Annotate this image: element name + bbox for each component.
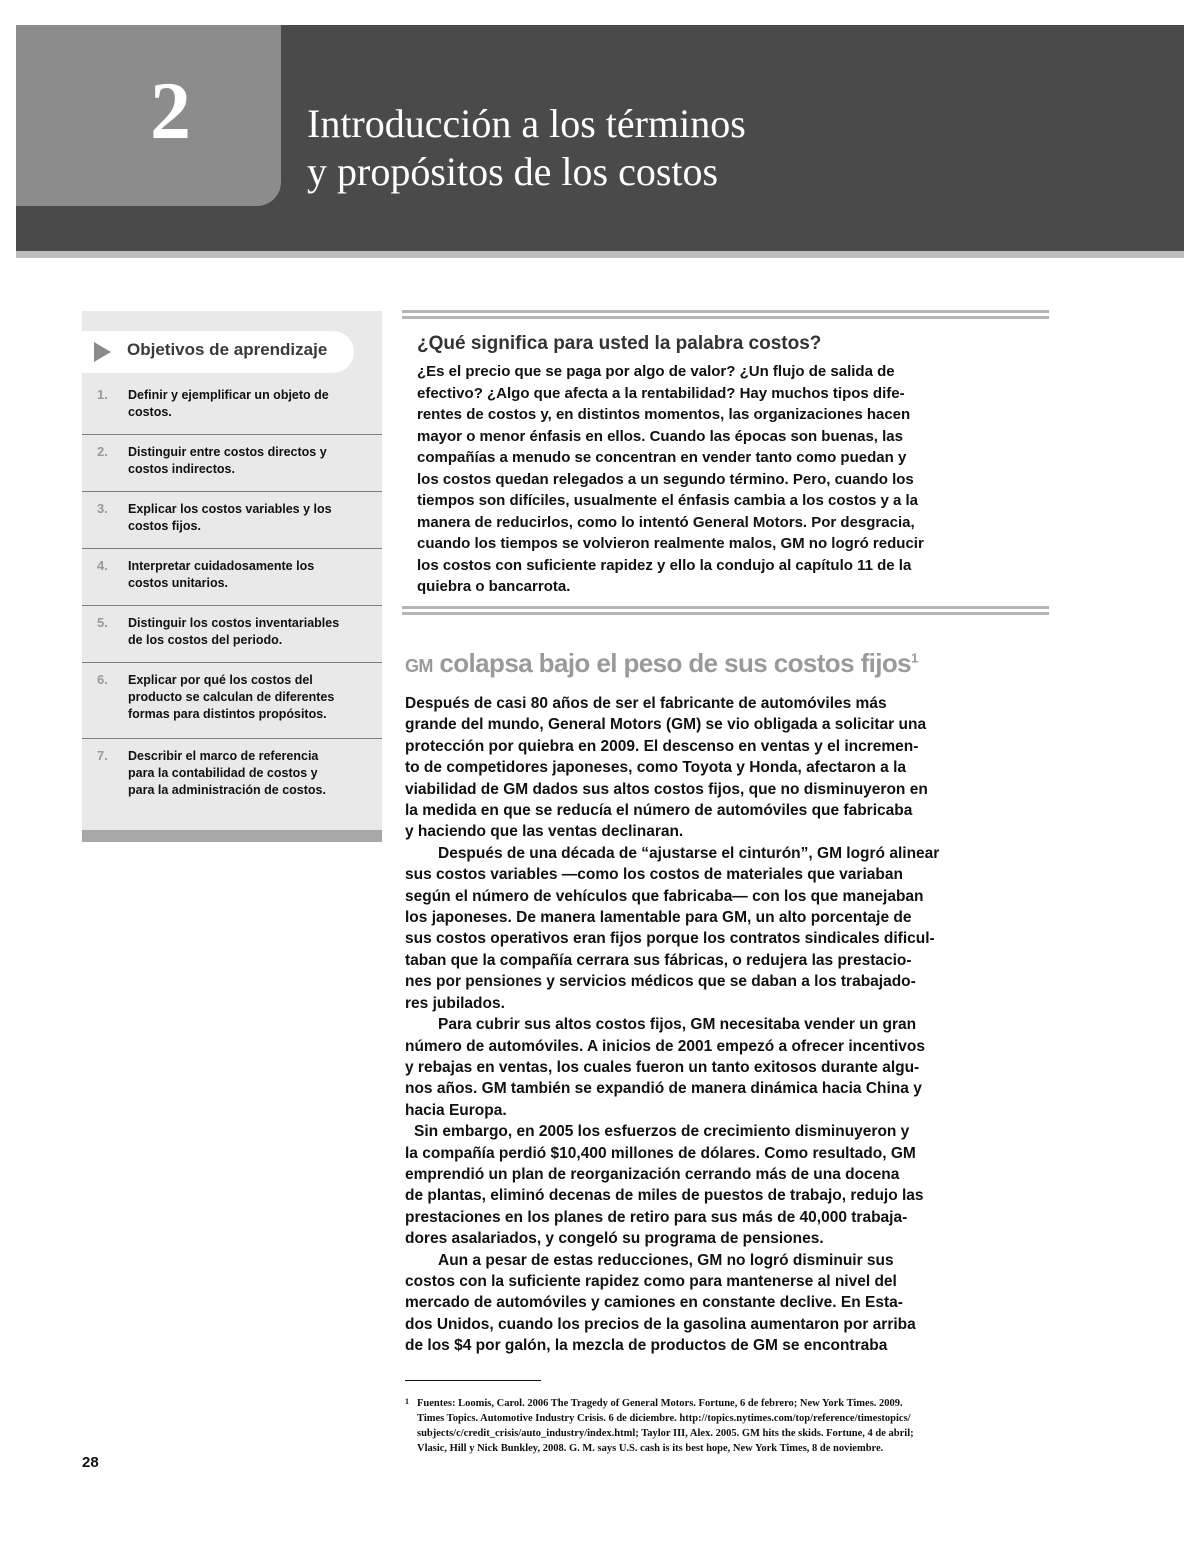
objective-item xyxy=(82,435,382,492)
intro-bottom-rule xyxy=(402,606,1049,615)
intro-line: los costos quedan relegados a un segundo término. Pero, cuando los xyxy=(417,470,914,488)
body-line: los japoneses. De manera lamentable para GM, un alto porcentaje de xyxy=(405,909,912,927)
chapter-title-line-2: y propósitos de los costos xyxy=(307,149,719,194)
objective-line: costos. xyxy=(128,405,172,419)
chapter-title xyxy=(307,100,746,196)
body-line: la medida en que se reducía el número de automóviles que fabricaba xyxy=(405,802,913,820)
section-heading-prefix: GM xyxy=(405,656,433,676)
body-line: sus costos operativos eran fijos porque los contratos sindicales dificul- xyxy=(405,930,935,948)
footnote-marker: 1 xyxy=(911,650,918,666)
body-line: y rebajas en ventas, los cuales fueron un tanto exitosos durante algu- xyxy=(405,1058,920,1076)
footnote-rule xyxy=(405,1380,541,1381)
objective-number: 1. xyxy=(97,387,108,402)
objective-number: 4. xyxy=(97,558,108,573)
objective-item xyxy=(82,549,382,606)
objective-text xyxy=(128,748,373,815)
intro-question: ¿Qué significa para usted la palabra costos? xyxy=(417,333,822,354)
intro-top-rule xyxy=(402,310,1049,319)
objective-number: 2. xyxy=(97,444,108,459)
objective-line: Explicar por qué los costos del xyxy=(128,673,313,687)
intro-line: compañías a menudo se concentran en vender tanto como puedan y xyxy=(417,449,907,466)
objective-line: para la contabilidad de costos y xyxy=(128,766,318,780)
body-line: de los $4 por galón, la mezcla de productos de GM se encontraba xyxy=(405,1337,888,1355)
footnote-number: 1 xyxy=(405,1397,409,1406)
objective-line: Distinguir entre costos directos y xyxy=(128,445,327,459)
objective-line: de los costos del periodo. xyxy=(128,633,283,647)
objective-line: Explicar los costos variables y los xyxy=(128,502,332,516)
body-line: costos con la suficiente rapidez como para mantenerse al nivel del xyxy=(405,1272,897,1290)
body-line: nos años. GM también se expandió de manera dinámica hacia China y xyxy=(405,1080,922,1098)
objective-item xyxy=(82,739,382,815)
section-heading xyxy=(405,648,918,679)
objective-line: Definir y ejemplificar un objeto de xyxy=(128,388,329,402)
body-line: Sin embargo, en 2005 los esfuerzos de crecimiento disminuyeron y xyxy=(414,1123,910,1141)
body-line: Después de una década de “ajustarse el cinturón”, GM logró alinear xyxy=(438,844,940,862)
footnote-line: Times Topics. Automotive Industry Crisis. 6 de diciembre. http://topics.nytimes.com/top/reference/timestopics/ xyxy=(417,1413,911,1424)
objective-line: Describir el marco de referencia xyxy=(128,749,319,763)
objective-number: 3. xyxy=(97,501,108,516)
footnote-line: Vlasic, Hill y Nick Bunkley, 2008. G. M. says U.S. cash is its best hope, New York Times, 8 de noviembre. xyxy=(417,1443,884,1454)
article-body xyxy=(405,693,1055,1357)
intro-line: cuando los tiempos se volvieron realmente malos, GM no logró reducir xyxy=(417,535,924,552)
intro-line: los costos con suficiente rapidez y ello la condujo al capítulo 11 de la xyxy=(417,556,912,574)
intro-line: ¿Es el precio que se paga por algo de valor? ¿Un flujo de salida de xyxy=(417,363,895,380)
objective-line: Interpretar cuidadosamente los xyxy=(128,559,315,573)
body-line: protección por quiebra en 2009. El descenso en ventas y el incremen- xyxy=(405,737,919,755)
intro-line: manera de reducirlos, como lo intentó General Motors. Por desgracia, xyxy=(417,513,915,531)
footnote xyxy=(405,1396,1055,1456)
play-arrow-icon xyxy=(94,342,111,362)
objective-text xyxy=(128,444,373,491)
body-line: según el número de vehículos que fabricaba— con los que manejaban xyxy=(405,887,924,905)
footnote-line: Fuentes: Loomis, Carol. 2006 The Tragedy of General Motors. Fortune, 6 de febrero; New York Times. 2009. xyxy=(417,1398,903,1409)
body-line: sus costos variables —como los costos de materiales que variaban xyxy=(405,866,903,884)
objective-item xyxy=(82,663,382,739)
learning-objectives-list xyxy=(82,378,382,815)
chapter-title-line-1: Introducción a los términos xyxy=(307,101,746,146)
body-line: y haciendo que las ventas declinaran. xyxy=(405,823,684,841)
body-line: emprendió un plan de reorganización cerrando más de una docena xyxy=(405,1165,900,1183)
body-line: res jubilados. xyxy=(405,994,505,1012)
objective-text xyxy=(128,501,373,548)
body-line: prestaciones en los planes de retiro para sus más de 40,000 trabaja- xyxy=(405,1208,908,1226)
body-line: grande del mundo, General Motors (GM) se vio obligada a solicitar una xyxy=(405,716,927,734)
intro-line: efectivo? ¿Algo que afecta a la rentabilidad? Hay muchos tipos dife- xyxy=(417,384,905,402)
body-line: taban que la compañía cerrara sus fábricas, o redujera las prestacio- xyxy=(405,951,912,969)
objective-line: costos fijos. xyxy=(128,519,201,533)
body-line: de plantas, eliminó decenas de miles de puestos de trabajo, redujo las xyxy=(405,1187,924,1205)
learning-objectives-title: Objetivos de aprendizaje xyxy=(127,340,328,359)
body-line: Después de casi 80 años de ser el fabricante de automóviles más xyxy=(405,695,887,712)
page-number: 28 xyxy=(82,1454,99,1471)
chapter-number: 2 xyxy=(150,65,191,156)
objective-text xyxy=(128,558,373,605)
body-line: viabilidad de GM dados sus altos costos fijos, que no disminuyeron en xyxy=(405,780,928,798)
header-underline xyxy=(16,251,1184,258)
footnote-line: subjects/c/credit_crisis/auto_industry/index.html; Taylor III, Alex. 2005. GM hits the skids. Fortune, 4 de abril; xyxy=(417,1428,914,1439)
body-line: Para cubrir sus altos costos fijos, GM necesitaba vender un gran xyxy=(438,1016,917,1034)
objective-line: producto se calculan de diferentes xyxy=(128,690,335,704)
body-line: número de automóviles. A inicios de 2001 empezó a ofrecer incentivos xyxy=(405,1037,925,1055)
objective-text xyxy=(128,615,373,662)
objective-number: 7. xyxy=(97,748,108,763)
body-line: Aun a pesar de estas reducciones, GM no logró disminuir sus xyxy=(438,1251,894,1269)
objective-line: Distinguir los costos inventariables xyxy=(128,616,340,630)
objective-item xyxy=(82,378,382,435)
objective-line: costos indirectos. xyxy=(128,462,235,476)
footnote-text xyxy=(405,1396,1055,1456)
body-line: to de competidores japoneses, como Toyota y Honda, afectaron a la xyxy=(405,759,906,777)
intro-line: quiebra o bancarrota. xyxy=(417,578,571,595)
body-line: dores asalariados, y congeló su programa de pensiones. xyxy=(405,1230,824,1248)
body-line: mercado de automóviles y camiones en constante declive. En Esta- xyxy=(405,1294,903,1312)
objective-item xyxy=(82,492,382,549)
body-line: hacia Europa. xyxy=(405,1101,507,1119)
objective-item xyxy=(82,606,382,663)
objective-number: 6. xyxy=(97,672,108,687)
objective-line: para la administración de costos. xyxy=(128,783,326,797)
intro-line: mayor o menor énfasis en ellos. Cuando las épocas son buenas, las xyxy=(417,427,903,445)
learning-objectives-bottom-bar xyxy=(82,830,382,842)
objective-line: formas para distintos propósitos. xyxy=(128,707,327,721)
section-heading-text: colapsa bajo el peso de sus costos fijos xyxy=(432,648,912,678)
body-line: nes por pensiones y servicios médicos que se daban a los trabajado- xyxy=(405,973,916,991)
objective-line: costos unitarios. xyxy=(128,576,229,590)
objective-number: 5. xyxy=(97,615,108,630)
objective-text xyxy=(128,672,373,738)
intro-line: tiempos son difíciles, usualmente el énfasis cambia a los costos y a la xyxy=(417,492,919,509)
intro-line: rentes de costos y, en distintos momentos, las organizaciones hacen xyxy=(417,406,911,423)
body-line: dos Unidos, cuando los precios de la gasolina aumentaron por arriba xyxy=(405,1315,916,1333)
body-line: la compañía perdió $10,400 millones de dólares. Como resultado, GM xyxy=(405,1144,916,1162)
objective-text xyxy=(128,387,373,434)
intro-paragraph xyxy=(417,361,1042,598)
